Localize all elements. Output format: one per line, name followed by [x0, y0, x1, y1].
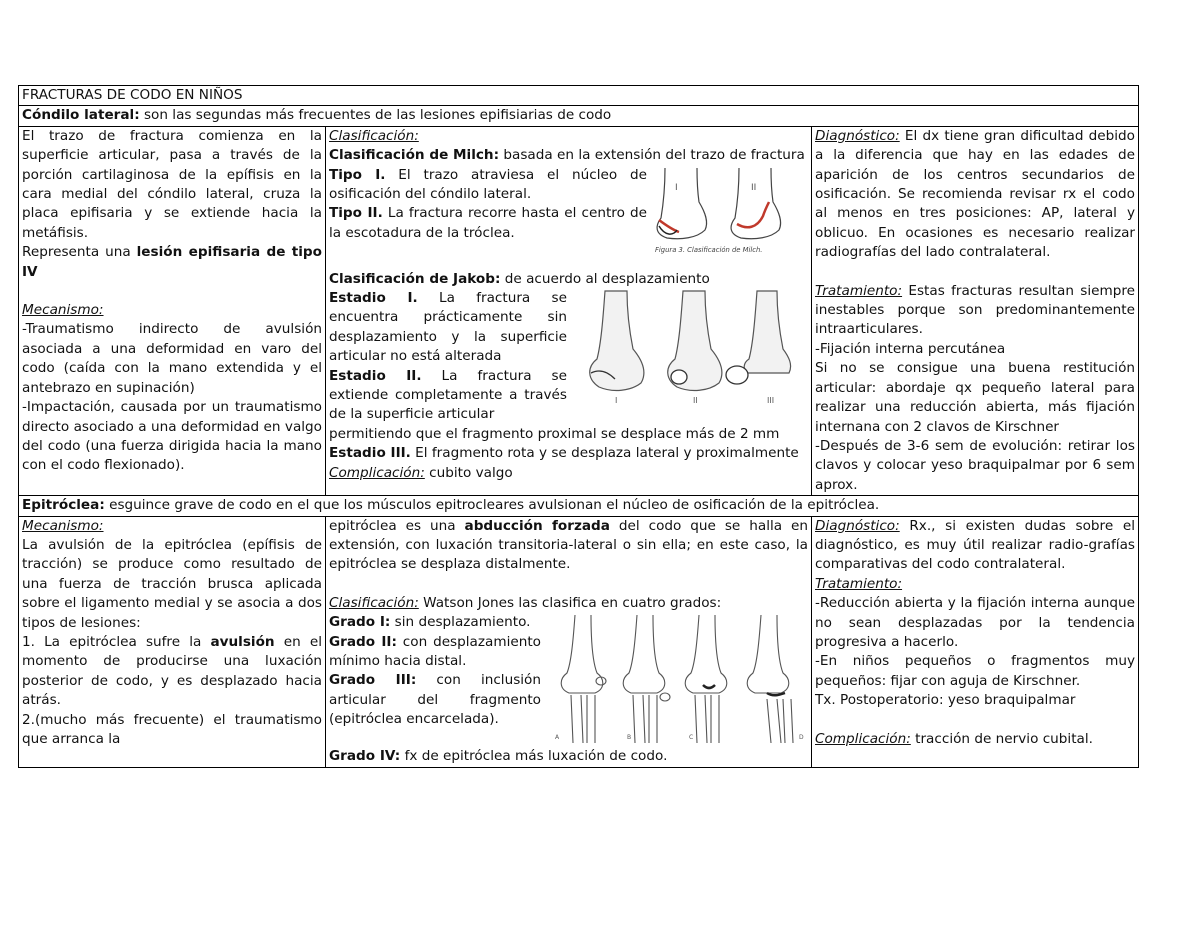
- g3-label: Grado III:: [329, 672, 417, 689]
- milch-fig-label-2: II: [751, 182, 757, 193]
- wj-label-c: C: [689, 734, 694, 742]
- lateral-mechanism-2: -Impactación, causada por un traumatismo directo asociado a una deformidad en valgo del codo (una fuerza dirigida hacia la mano con el codo flexionado).: [22, 399, 322, 474]
- milch-figure: [647, 166, 803, 256]
- epi-classification-label: Clasificación:: [329, 594, 419, 611]
- lateral-treatment-label: Tratamiento:: [815, 282, 903, 299]
- jakob-stage-3: [329, 444, 808, 463]
- epi-complication: [815, 730, 1135, 749]
- lateral-lesion-type: [22, 243, 322, 282]
- g2-label: Grado II:: [329, 633, 397, 650]
- epi-heading-text: esguince grave de codo en el que los músculos epitrocleares avulsionan el núcleo de osificación de la epitróclea.: [104, 497, 880, 514]
- epi-mec2a: 1. La epitróclea sufre la: [22, 633, 211, 650]
- fracture-table: [18, 85, 1139, 768]
- epi-complication-label: Complicación:: [815, 730, 911, 747]
- lateral-classification-label: Clasificación:: [329, 127, 419, 144]
- table-title: FRACTURAS DE CODO EN NIÑOS: [19, 86, 1139, 106]
- jakob-stage-2: [329, 367, 567, 425]
- epi-mechanism-continued: [329, 517, 808, 575]
- lateral-treatment-1: -Fijación interna percutánea: [815, 340, 1006, 357]
- epi-mechanism-label: Mecanismo:: [22, 517, 104, 534]
- lateral-complication-text: cubito valgo: [424, 464, 513, 481]
- milch-figure-svg: [647, 166, 803, 256]
- epi-diagnosis-label: Diagnóstico:: [815, 517, 900, 534]
- lateral-content-row: [19, 126, 1139, 495]
- lateral-treatment: [815, 282, 1135, 340]
- grade-3: [329, 671, 541, 729]
- epi-left-cell: [19, 516, 326, 767]
- jakob-fig-label-2: II: [693, 396, 698, 406]
- epi-heading-row: [19, 496, 1139, 516]
- lateral-complication: [329, 464, 808, 483]
- epi-classification-text: Watson Jones las clasifica en cuatro grados:: [418, 594, 722, 611]
- jakob-stage-1: [329, 289, 567, 367]
- lateral-heading-cell: [19, 106, 1139, 126]
- epi-diagnosis-text: Rx., si existen dudas sobre el diagnóstico, es muy útil realizar radio-grafías comparativas del codo contralateral.: [815, 517, 1135, 573]
- epi-cont-c: del codo que se halla en extensión, con luxación transitoria-lateral o sin ella; en este caso, la epitróclea se desplaza distalmente.: [329, 517, 808, 573]
- lateral-mechanism-label: Mecanismo:: [22, 302, 104, 319]
- lateral-treatment-text: Estas fracturas resultan siempre inestables porque son predominantemente intraarticulares.: [815, 282, 1135, 338]
- jakob-figure-svg: [577, 289, 807, 405]
- lateral-heading: Cóndilo lateral:: [22, 107, 140, 124]
- epi-right-cell: [812, 516, 1139, 767]
- title-row: [19, 86, 1139, 106]
- jakob-figure: [577, 289, 807, 405]
- epi-middle-cell: [326, 516, 812, 767]
- milch-type-1: [329, 166, 647, 205]
- wj-label-a: A: [555, 734, 560, 742]
- epi-mechanism-1: La avulsión de la epitróclea (epífisis de tracción) se produce como resultado de una fuerza de tracción brusca aplicada sobre el ligamento medial y se asocia a dos tipos de lesiones:: [22, 536, 322, 631]
- jakob-label: Clasificación de Jakob:: [329, 270, 501, 287]
- grade-1: [329, 613, 541, 632]
- g1-text: sin desplazamiento.: [390, 614, 531, 631]
- lateral-description: El trazo de fractura comienza en la superficie articular, pasa a través de la porción cartilaginosa de la epífisis en la cara medial del cóndilo lateral, cruza la placa epifisaria y se extiende hacia la metáfisis.: [22, 127, 322, 241]
- epi-diagnosis: [815, 517, 1135, 575]
- tipo2-label: Tipo II.: [329, 205, 383, 222]
- tipo1-text: El trazo atraviesa el núcleo de osificación del cóndilo lateral.: [329, 166, 647, 203]
- jakob-text: de acuerdo al desplazamiento: [500, 270, 710, 287]
- grade-4: [329, 747, 808, 766]
- est3-label: Estadio III.: [329, 445, 411, 462]
- epi-mec2b: avulsión: [210, 633, 275, 650]
- milch-type-2: [329, 204, 647, 243]
- est2-label: Estadio II.: [329, 367, 422, 384]
- epi-mechanism-3: 2.(mucho más frecuente) el traumatismo que arranca la: [22, 711, 322, 747]
- jakob-fig-label-1: I: [615, 396, 618, 406]
- epi-mechanism-2: [22, 633, 322, 711]
- epi-cont-b: abducción forzada: [464, 517, 610, 534]
- milch-fig-caption: Figura 3. Clasificación de Milch.: [655, 245, 763, 254]
- epi-heading: Epitróclea:: [22, 497, 105, 514]
- epi-treatment-label: Tratamiento:: [815, 575, 903, 592]
- lateral-diagnosis: [815, 127, 1135, 263]
- watson-jones-figure: [555, 613, 805, 747]
- wj-label-b: B: [627, 734, 632, 742]
- epi-classification: [329, 594, 808, 613]
- epi-mec2c: en el momento de producirse una luxación posterior de codo, y es desplazado hacia atrás.: [22, 633, 323, 709]
- epi-cont-a: epitróclea es una: [329, 517, 465, 534]
- lateral-heading-row: [19, 106, 1139, 126]
- g2-text: con desplazamiento mínimo hacia distal.: [329, 633, 541, 669]
- milch-classification: [329, 146, 808, 165]
- g1-label: Grado I:: [329, 614, 391, 631]
- lesion-type-bold: lesión epifisaria de tipo IV: [22, 244, 322, 280]
- g3-text: con inclusión articular del fragmento (epitróclea encarcelada).: [329, 672, 541, 728]
- lateral-left-cell: [19, 126, 326, 495]
- jakob-stage-2-cont: permitiendo que el fragmento proximal se desplace más de 2 mm: [329, 425, 780, 442]
- est1-text: La fractura se encuentra prácticamente sin desplazamiento y la superficie articular no está alterada: [329, 290, 568, 365]
- lateral-diagnosis-label: Diagnóstico:: [815, 127, 900, 144]
- lateral-mechanism-1: -Traumatismo indirecto de avulsión asociada a una deformidad en varo del codo (caída con la mano extendida y el antebrazo en supinación): [22, 321, 322, 396]
- lateral-treatment-2: Si no se consigue una buena restitución articular: abordaje qx pequeño lateral para realizar una reducción abierta, más fijación internana con 2 clavos de Kirschner: [815, 360, 1135, 435]
- epi-complication-text: tracción de nervio cubital.: [910, 730, 1093, 747]
- lateral-treatment-3: -Después de 3-6 sem de evolución: retirar los clavos y colocar yeso braquipalmar por 6 sem aprox.: [815, 437, 1135, 493]
- milch-text: basada en la extensión del trazo de fractura: [499, 147, 805, 164]
- epi-treatment-3: Tx. Postoperatorio: yeso braquipalmar: [815, 692, 1076, 709]
- epi-treatment-2: -En niños pequeños o fragmentos muy pequeños: fijar con aguja de Kirschner.: [815, 653, 1135, 689]
- epi-treatment-1: -Reducción abierta y la fijación interna aunque no sean desplazadas por la tendencia progresiva a hacerlo.: [815, 595, 1135, 650]
- lateral-middle-cell: [326, 126, 812, 495]
- jakob-fig-label-3: III: [767, 396, 775, 406]
- jakob-classification: [329, 270, 808, 289]
- epi-content-row: [19, 516, 1139, 767]
- g4-label: Grado IV:: [329, 748, 401, 765]
- wj-label-d: D: [799, 734, 804, 742]
- lateral-diagnosis-text: El dx tiene gran dificultad debido a la diferencia que hay en las edades de aparición de los centros secundarios de osificación. Se recomienda revisar rx el codo al menos en tres posiciones: AP, lateral y oblicuo. En ocasiones es necesario realizar radiografías del lado contralateral.: [815, 127, 1135, 261]
- tipo1-label: Tipo I.: [329, 166, 386, 183]
- milch-label: Clasificación de Milch:: [329, 147, 500, 164]
- watson-jones-figure-svg: [555, 613, 805, 747]
- milch-fig-label-1: I: [675, 182, 678, 193]
- grade-2: [329, 633, 541, 672]
- lateral-complication-label: Complicación:: [329, 464, 425, 481]
- lateral-heading-text: son las segundas más frecuentes de las lesiones epifisiarias de codo: [139, 107, 612, 124]
- est3-text: El fragmento rota y se desplaza lateral y proximalmente: [410, 445, 799, 462]
- est2-text: La fractura se extiende completamente a través de la superficie articular: [329, 367, 568, 423]
- g4-text: fx de epitróclea más luxación de codo.: [400, 748, 668, 765]
- est1-label: Estadio I.: [329, 290, 418, 307]
- lateral-right-cell: [812, 126, 1139, 495]
- tipo2-text: La fractura recorre hasta el centro de la escotadura de la tróclea.: [329, 205, 647, 241]
- lesion-prefix: Representa una: [22, 244, 137, 261]
- epi-heading-cell: [19, 496, 1139, 516]
